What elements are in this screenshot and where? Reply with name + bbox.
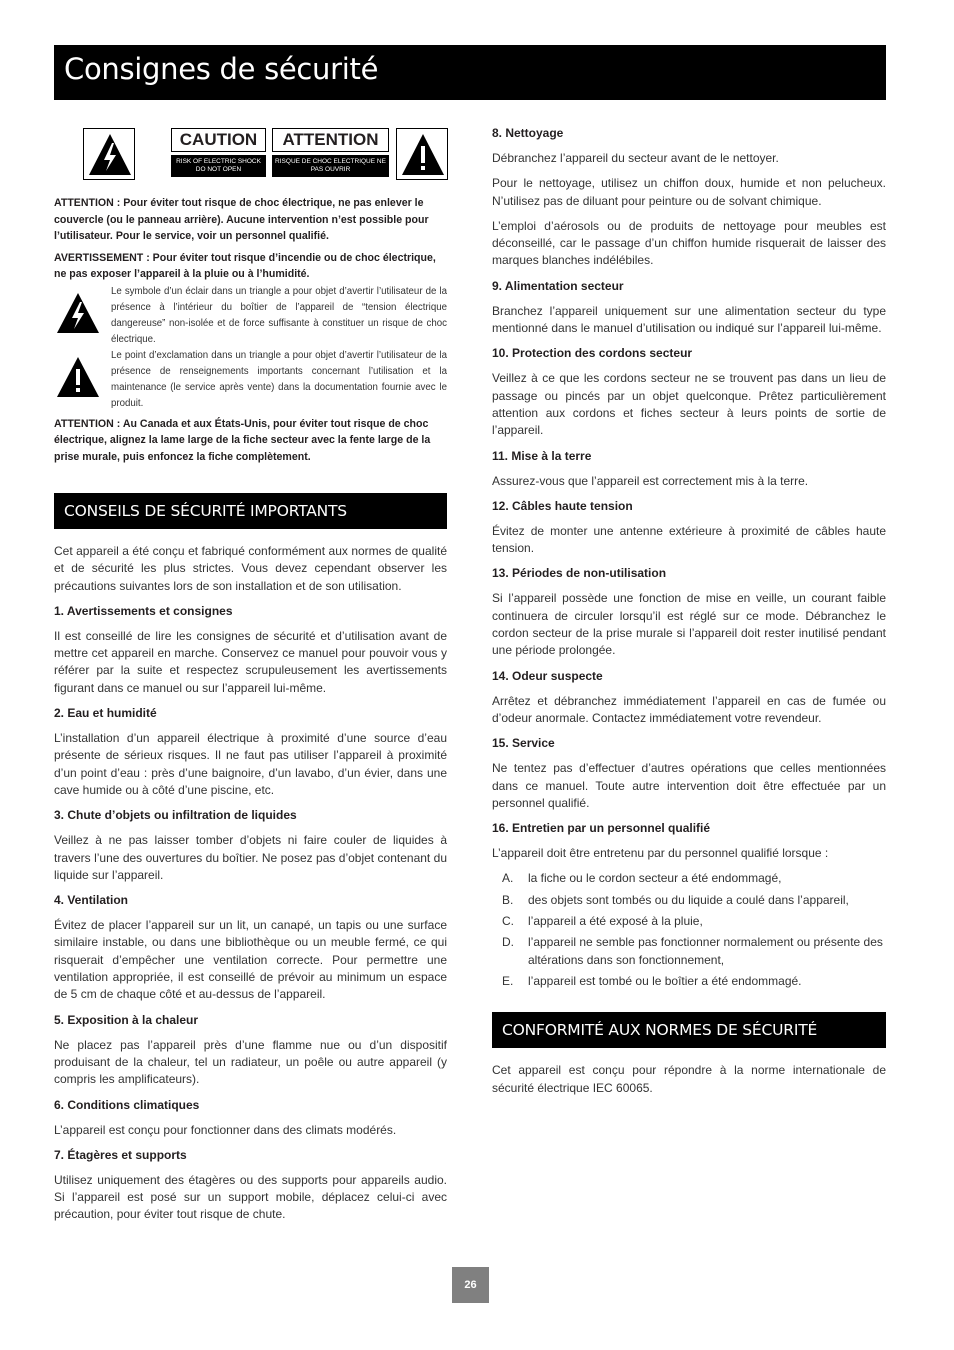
safety-item-4: [54, 892, 447, 1003]
conformity-section-title: CONFORMITÉ AUX NORMES DE SÉCURITÉ: [492, 1012, 886, 1048]
caution-label-title: CAUTION: [171, 128, 266, 152]
item-body: Veillez à ne pas laisser tomber d’objets ni faire couler de liquides à travers l’une des ouvertures du boîtier. Ne posez pas d’objet contenant du liquide sur l’appareil.: [54, 833, 447, 882]
lightning-note-text: Le symbole d’un éclair dans un triangle a pour objet d’avertir l’utilisateur de la présence à l’intérieur du boîtier de l’appareil de “tension électrique dangereuse” non-isolée et de force suffisante à constituer un risque de choc électrique.: [111, 285, 447, 345]
safety-item-1: [54, 603, 447, 697]
item-8-heading: 8. Nettoyage: [492, 126, 564, 140]
attention-label: [272, 128, 389, 180]
lightning-warning-icon: [83, 128, 135, 180]
list-item: [492, 870, 886, 887]
service-conditions-list: [492, 870, 886, 990]
item-body: Évitez de placer l’appareil sur un lit, un canapé, un tapis ou une surface similaire instable, ou dans une bibliothèque ou un meuble fermé, ce qui risquerait d’empêcher une ventilation correcte. Pour permettre une ventilation appropriée, il est conseillé de prévoir au minimum un espace de 5 cm de chaque côté et au-dessus de l’appareil.: [54, 918, 447, 1002]
item-body: L’appareil est conçu pour fonctionner dans des climats modérés.: [54, 1122, 397, 1137]
section-title-bar: CONSEILS DE SÉCURITÉ IMPORTANTS: [54, 493, 447, 529]
list-text: l’appareil a été exposé à la pluie,: [528, 914, 703, 929]
item-13-body: Si l’appareil possède une fonction de mise en veille, un courant faible continuera de circuler lorsqu’il est réglé sur ce mode. Débranchez le cordon secteur de la prise murale si l’appareil doit rester inutilisé pendant une période prolongée.: [492, 591, 886, 658]
list-item: [492, 934, 886, 969]
avertissement-text: AVERTISSEMENT : Pour éviter tout risque d’incendie ou de choc électrique, ne pas exposer l’appareil à la pluie ou à l’humidité.: [54, 251, 436, 280]
item-15-heading: 15. Service: [492, 736, 555, 751]
caution-label-strip: [83, 128, 448, 180]
list-item: [492, 892, 886, 909]
left-column: [54, 128, 447, 1224]
list-item: [492, 913, 886, 930]
item-16-heading: 16. Entretien par un personnel qualifié: [492, 821, 711, 836]
exclamation-note-text: Le point d’exclamation dans un triangle a pour objet d’avertir l’utilisateur de la présence de renseignements importants concernant l’utilisation et la maintenance (le service après vente) dans la documentation fournie avec le produit.: [111, 349, 447, 409]
exclamation-explanation: [54, 348, 447, 412]
item-body: L’installation d’un appareil électrique à proximité d’une source d’eau présente de sérieux risques. Il ne faut pas utiliser l’appareil à proximité d’un point d’eau : près d’une baignoire, d’un lavabo, d’un évier, dans une cave humide ou à côté d’une piscine, etc.: [54, 731, 447, 797]
item-16-body: L’appareil doit être entretenu par du personnel qualifié lorsque :: [492, 846, 829, 861]
item-8-body-1: Débranchez l’appareil du secteur avant de le nettoyer.: [492, 151, 779, 165]
list-letter: B.: [502, 892, 514, 907]
list-letter: E.: [502, 973, 514, 988]
item-10-heading: 10. Protection des cordons secteur: [492, 346, 693, 361]
item-body: Il est conseillé de lire les consignes de sécurité et d’utilisation avant de mettre cet appareil en marche. Conservez ce manuel pour pouvoir vous y référer par la suite et respectez scrupuleusement les avertissements figurant dans ce manuel ou sur l’appareil lui-même.: [54, 628, 447, 695]
lightning-explanation: [54, 284, 447, 348]
item-body: Utilisez uniquement des étagères ou des supports pour appareils audio. Si l’appareil est posé sur un support mobile, déplacez celui-ci avec précaution, pour éviter tout risque de chute.: [54, 1172, 447, 1222]
item-heading: 1. Avertissements et consignes: [54, 603, 233, 618]
exclamation-triangle-icon: [56, 356, 100, 398]
attention-warning-text: ATTENTION : Pour éviter tout risque de choc électrique, ne pas enlever le couvercle (ou le panneau arrière). Aucune intervention n’est possible pour l’utilisateur. Pour le service, voir un personnel qualifié.: [54, 197, 429, 242]
section-intro: Cet appareil a été conçu et fabriqué conformément aux normes de qualité et de sécurité les plus strictes. Vous devez cependant observer les précautions suivantes lors de son installation et de son utilisation.: [54, 544, 447, 593]
attention-canada-text: ATTENTION : Au Canada et aux États-Unis, pour éviter tout risque de choc électrique, alignez la lame large de la fiche secteur avec la fente large de la prise murale, puis enfoncez la fiche complètement.: [54, 417, 431, 463]
item-14-body: Arrêtez et débranchez immédiatement l’appareil en cas de fumée ou d’odeur anormale. Contactez immédiatement votre revendeur.: [492, 693, 886, 725]
list-letter: D.: [502, 935, 514, 950]
item-9-body: Branchez l’appareil uniquement sur une alimentation secteur du type mentionné dans le manuel d’utilisation ou indiqué sur l’appareil lui-même.: [492, 303, 886, 336]
item-9-heading: 9. Alimentation secteur: [492, 278, 624, 293]
attention-label-title: ATTENTION: [272, 128, 389, 152]
item-heading: 6. Conditions climatiques: [54, 1097, 200, 1112]
item-15-body: Ne tentez pas d’effectuer d’autres opérations que celles mentionnées dans ce manuel. Toute autre intervention doit être effectuée par un personnel qualifié.: [492, 761, 886, 810]
safety-item-5: [54, 1012, 447, 1089]
page-title-bar: [54, 45, 886, 100]
safety-item-6: [54, 1097, 447, 1139]
list-text: l’appareil ne semble pas fonctionner normalement ou présente des altérations dans son fonctionnement,: [528, 935, 883, 967]
item-12-heading: 12. Câbles haute tension: [492, 498, 633, 513]
item-8-body-3: L’emploi d’aérosols ou de produits de nettoyage pour meubles est déconseillé, car le passage d’un chiffon humide risquerait de laisser des marques blanches indélébiles.: [492, 218, 886, 268]
item-heading: 5. Exposition à la chaleur: [54, 1012, 199, 1027]
list-text: des objets sont tombés ou du liquide a coulé dans l’appareil,: [528, 892, 849, 907]
safety-item-2: [54, 705, 447, 799]
exclamation-warning-icon: [396, 128, 448, 180]
list-item: [492, 973, 886, 990]
item-12-body: Évitez de monter une antenne extérieure à proximité de câbles haute tension.: [492, 523, 886, 556]
item-heading: 2. Eau et humidité: [54, 706, 157, 721]
lightning-triangle-icon: [56, 292, 100, 334]
right-column: [492, 125, 886, 1097]
caution-label-sub: RISK OF ELECTRIC SHOCK DO NOT OPEN: [171, 155, 266, 177]
item-heading: 4. Ventilation: [54, 893, 129, 908]
item-body: Ne placez pas l’appareil près d’une flamme nue ou d’un dispositif produisant de la chaleur, tel un radiateur, un poêle ou autre appareil (y compris les amplificateurs).: [54, 1037, 447, 1087]
safety-item-3: [54, 807, 447, 884]
item-14-heading: 14. Odeur suspecte: [492, 668, 603, 683]
list-text: l’appareil est tombé ou le boîtier a été endommagé.: [528, 973, 802, 988]
page-number: 26: [452, 1267, 489, 1303]
item-10-body: Veillez à ce que les cordons secteur ne se trouvent pas dans un lieu de passage ou pincés par un objet quelconque. Prêtez particulièrement attention aux cordons et fiches secteur à leurs points de sortie de l’appareil.: [492, 371, 886, 438]
item-11-heading: 11. Mise à la terre: [492, 448, 592, 463]
attention-label-sub: RISQUE DE CHOC ELECTRIQUE NE PAS OUVRIR: [272, 155, 389, 177]
list-text: la fiche ou le cordon secteur a été endommagé,: [528, 871, 782, 886]
item-8-body-2: Pour le nettoyage, utilisez un chiffon doux, humide et non pelucheux. N’utilisez pas de diluant pour peinture ou de solvant chimique.: [492, 176, 886, 208]
list-letter: A.: [502, 871, 514, 886]
conformity-body: Cet appareil est conçu pour répondre à la norme internationale de sécurité électrique IEC 60065.: [492, 1063, 886, 1095]
item-heading: 3. Chute d’objets ou infiltration de liquides: [54, 808, 297, 823]
safety-item-7: [54, 1147, 447, 1224]
caution-label: [171, 128, 266, 180]
list-letter: C.: [502, 914, 514, 929]
item-heading: 7. Étagères et supports: [54, 1147, 187, 1162]
item-11-body: Assurez-vous que l’appareil est correctement mis à la terre.: [492, 473, 809, 488]
item-13-heading: 13. Périodes de non-utilisation: [492, 566, 667, 581]
page-title: Consignes de sécurité: [64, 52, 379, 86]
